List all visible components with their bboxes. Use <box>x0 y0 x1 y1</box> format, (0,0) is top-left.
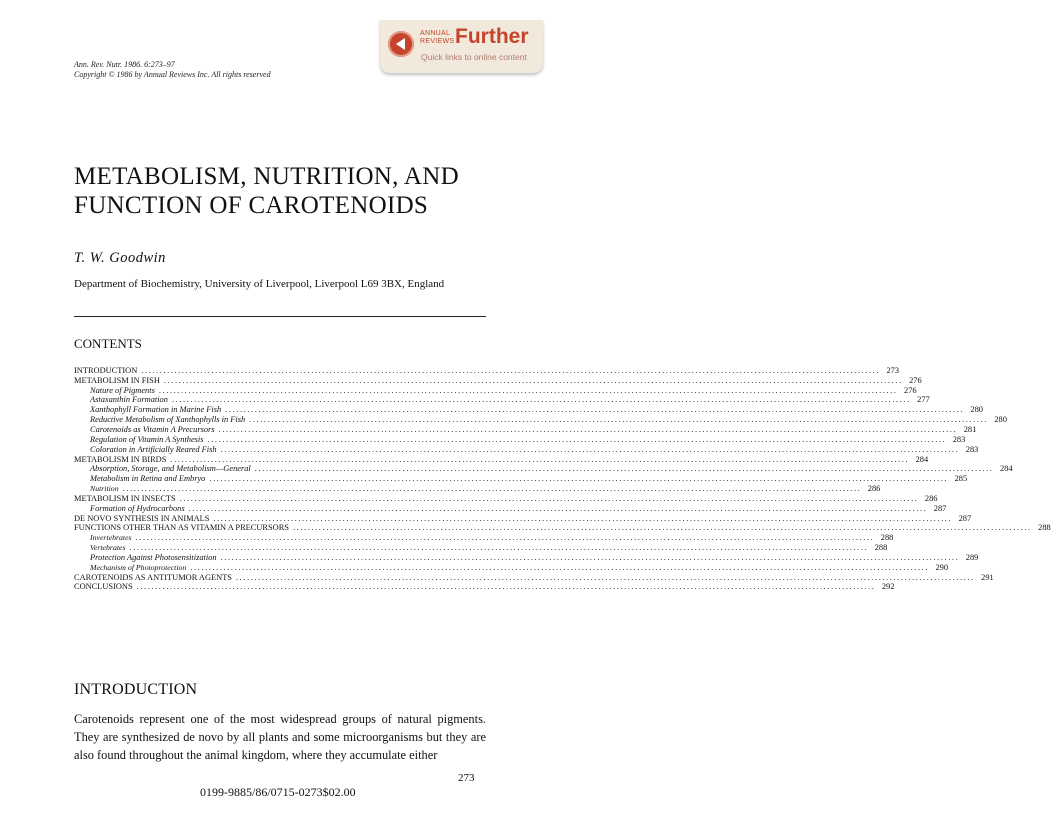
introduction-heading: INTRODUCTION <box>74 681 198 698</box>
toc-entry-page: 277 <box>917 395 930 405</box>
toc-entry[interactable] <box>74 395 930 406</box>
toc-leader-dots: ........................................................................................................................................................................................................ <box>129 543 869 553</box>
toc-entry-label: CAROTENOIDS AS ANTITUMOR AGENTS <box>74 572 232 582</box>
toc-entry[interactable] <box>74 562 949 573</box>
toc-entry-label: Carotenoids as Vitamin A Precursors <box>90 424 215 434</box>
toc-entry-label: Xanthophyll Formation in Marine Fish <box>90 405 222 415</box>
toc-entry[interactable] <box>74 405 983 415</box>
toc-entry-label: DE NOVO SYNTHESIS IN ANIMALS <box>74 513 210 523</box>
article-code: 0199-9885/86/0715-0273$02.00 <box>200 785 356 799</box>
toc-leader-dots: ........................................................................................................................................................................................................ <box>190 562 930 572</box>
toc-leader-dots: ........................................................................................................................................................................................................ <box>292 523 1032 533</box>
toc-entry[interactable] <box>74 454 929 465</box>
toc-leader-dots: ........................................................................................................................................................................................................ <box>213 513 953 523</box>
toc-leader-dots: ........................................................................................................................................................................................................ <box>218 424 958 434</box>
toc-entry[interactable] <box>74 552 979 563</box>
toc-entry-page: 287 <box>958 513 972 523</box>
toc-leader-dots: ........................................................................................................................................................................................................ <box>170 454 910 464</box>
toc-entry-label: METABOLISM IN FISH <box>74 375 160 385</box>
toc-entry-page: 280 <box>994 415 1007 425</box>
journal-citation: Ann. Rev. Nutr. 1986. 6:273–97 <box>74 60 175 69</box>
toc-entry-page: 284 <box>915 454 929 464</box>
toc-entry[interactable] <box>74 543 888 553</box>
toc-entry[interactable] <box>74 533 894 543</box>
toc-entry-page: 286 <box>924 493 938 503</box>
toc-leader-dots: ........................................................................................................................................................................................................ <box>249 415 988 425</box>
toc-entry[interactable] <box>74 365 900 376</box>
page-number: 273 <box>458 772 475 784</box>
toc-leader-dots: ........................................................................................................................................................................................................ <box>122 484 862 494</box>
toc-entry[interactable] <box>74 572 994 583</box>
badge-further-link[interactable]: Further <box>455 25 529 48</box>
toc-leader-dots: ........................................................................................................................................................................................................ <box>141 365 881 375</box>
toc-entry-label: Vertebrates <box>90 543 126 553</box>
toc-leader-dots: ........................................................................................................................................................................................................ <box>158 385 898 395</box>
table-of-contents <box>74 365 1051 592</box>
toc-entry[interactable] <box>74 424 977 435</box>
toc-entry-label: Invertebrates <box>90 533 132 543</box>
toc-entry[interactable] <box>74 474 968 484</box>
toc-leader-dots: ........................................................................................................................................................................................................ <box>135 533 875 543</box>
toc-entry[interactable] <box>74 582 895 593</box>
toc-entry-label: Absorption, Storage, and Metabolism—General <box>90 464 251 474</box>
toc-entry[interactable] <box>74 484 881 494</box>
copyright-notice: Copyright © 1986 by Annual Reviews Inc. All rights reserved <box>74 70 271 79</box>
toc-entry-page: 286 <box>867 484 881 494</box>
toc-entry-page: 291 <box>981 572 994 582</box>
paper-title <box>74 162 514 220</box>
toc-entry-label: Nutrition <box>90 484 119 494</box>
toc-leader-dots: ........................................................................................................................................................................................................ <box>235 572 975 582</box>
toc-entry-label: FUNCTIONS OTHER THAN AS VITAMIN A PRECURSORS <box>74 523 289 533</box>
badge-annual-text: ANNUAL <box>420 30 451 37</box>
play-back-icon[interactable] <box>388 31 414 57</box>
toc-entry-page: 287 <box>933 503 947 513</box>
toc-entry-page: 283 <box>952 434 966 444</box>
toc-entry-page: 288 <box>874 543 888 553</box>
toc-entry-label: Coloration in Artificially Reared Fish <box>90 444 217 454</box>
toc-entry[interactable] <box>74 434 966 445</box>
toc-entry-page: 276 <box>909 375 922 385</box>
toc-entry-page: 285 <box>954 474 968 484</box>
toc-leader-dots: ........................................................................................................................................................................................................ <box>225 405 964 415</box>
title-line-2: FUNCTION OF CAROTENOIDS <box>74 192 429 219</box>
toc-entry-page: 281 <box>963 424 977 434</box>
toc-leader-dots: ........................................................................................................................................................................................................ <box>179 493 919 503</box>
toc-entry-page: 276 <box>904 385 917 395</box>
toc-leader-dots: ........................................................................................................................................................................................................ <box>163 375 903 385</box>
toc-leader-dots: ........................................................................................................................................................................................................ <box>220 444 960 454</box>
toc-entry[interactable] <box>74 385 917 396</box>
title-line-1: METABOLISM, NUTRITION, AND <box>74 163 459 190</box>
toc-entry-label: Reductive Metabolism of Xanthophylls in Fish <box>90 415 246 425</box>
toc-entry[interactable] <box>74 444 979 455</box>
toc-entry-page: 284 <box>999 464 1013 474</box>
contents-heading: CONTENTS <box>74 336 142 351</box>
author-name: T. W. Goodwin <box>74 250 166 266</box>
toc-entry-page: 288 <box>1038 523 1051 533</box>
toc-entry-label: Metabolism in Retina and Embryo <box>90 474 206 484</box>
toc-entry-label: METABOLISM IN BIRDS <box>74 454 167 464</box>
introduction-paragraph: Carotenoids represent one of the most widespread groups of natural pigments. They are synthesized de novo by all plants and some microorganisms but they are also found throughout the animal kingdom, where they accumulate either <box>74 712 486 762</box>
toc-entry-page: 288 <box>880 533 894 543</box>
toc-entry-page: 290 <box>935 562 949 572</box>
toc-entry-page: 283 <box>965 444 979 454</box>
toc-leader-dots: ........................................................................................................................................................................................................ <box>136 582 876 592</box>
toc-entry-label: Protection Against Photosensitization <box>90 552 217 562</box>
toc-entry[interactable] <box>74 513 972 524</box>
toc-entry-label: Regulation of Vitamin A Synthesis <box>90 434 204 444</box>
toc-entry-page: 273 <box>886 365 900 375</box>
toc-entry-label: CONCLUSIONS <box>74 582 133 592</box>
author-affiliation: Department of Biochemistry, University of Liverpool, Liverpool L69 3BX, England <box>74 278 445 290</box>
toc-entry[interactable] <box>74 375 922 386</box>
divider-rule <box>74 316 486 317</box>
toc-entry[interactable] <box>74 503 947 514</box>
toc-entry-label: METABOLISM IN INSECTS <box>74 493 176 503</box>
toc-entry[interactable] <box>74 415 1007 425</box>
toc-entry[interactable] <box>74 523 1051 534</box>
toc-entry-page: 280 <box>970 405 983 415</box>
toc-entry-label: Mechanism of Photoprotection <box>90 562 187 572</box>
toc-leader-dots: ........................................................................................................................................................................................................ <box>171 395 911 405</box>
toc-entry-label: INTRODUCTION <box>74 365 138 375</box>
toc-entry[interactable] <box>74 493 938 504</box>
toc-entry[interactable] <box>74 464 1013 474</box>
badge-subtitle: Quick links to online content <box>421 52 527 62</box>
toc-leader-dots: ........................................................................................................................................................................................................ <box>188 503 928 513</box>
toc-leader-dots: ........................................................................................................................................................................................................ <box>254 464 994 474</box>
toc-leader-dots: ........................................................................................................................................................................................................ <box>209 474 949 484</box>
toc-entry-label: Astaxanthin Formation <box>90 395 168 405</box>
toc-entry-label: Nature of Pigments <box>90 385 155 395</box>
badge-reviews-text: REVIEWS <box>420 38 455 45</box>
toc-leader-dots: ........................................................................................................................................................................................................ <box>207 434 947 444</box>
toc-entry-label: Formation of Hydrocarbons <box>90 503 185 513</box>
toc-entry-page: 289 <box>965 552 979 562</box>
toc-leader-dots: ........................................................................................................................................................................................................ <box>220 552 960 562</box>
toc-entry-page: 292 <box>881 582 895 592</box>
